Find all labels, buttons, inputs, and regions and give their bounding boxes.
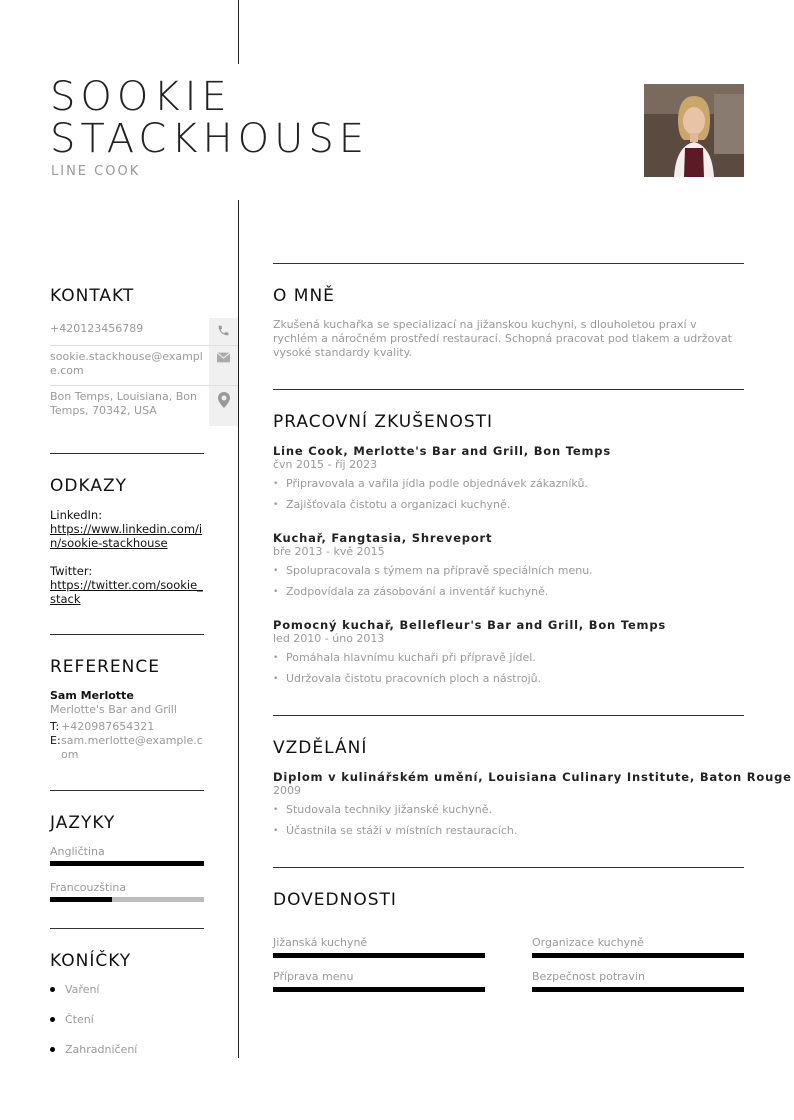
email-label: E: <box>50 734 61 747</box>
divider <box>273 867 744 868</box>
divider <box>50 634 204 635</box>
links-heading: ODKAZY <box>50 476 127 496</box>
job-dates: led 2010 - úno 2013 <box>273 632 385 645</box>
contact-address: Bon Temps, Louisiana, Bon Temps, 70342, USA <box>50 390 197 417</box>
skill-item <box>273 970 485 992</box>
education-bullet: • Účastnila se stáží v místních restauracích. <box>273 824 753 838</box>
phone-icon <box>209 318 238 345</box>
divider <box>50 453 204 454</box>
language-name: Angličtina <box>50 845 105 858</box>
profile-photo <box>644 84 744 177</box>
skill-item <box>532 970 744 992</box>
twitter-link[interactable]: https://twitter.com/sookie_stack <box>50 578 203 606</box>
divider <box>273 715 744 716</box>
envelope-icon <box>209 346 238 385</box>
skill-name: Organizace kuchyně <box>532 936 644 949</box>
skill-level-bar <box>532 953 744 958</box>
skill-level-fill <box>532 953 744 958</box>
divider <box>50 928 204 929</box>
skill-level-fill <box>273 987 485 992</box>
links-list <box>50 508 204 606</box>
job-dates: čvn 2015 - říj 2023 <box>273 458 378 471</box>
contact-phone-row <box>50 318 238 346</box>
job-entry <box>273 444 744 512</box>
top-divider-line <box>238 0 239 64</box>
skill-item <box>273 936 485 958</box>
contact-email[interactable]: sookie.stackhouse@example.com <box>50 350 203 377</box>
job-bullet: • Připravovala a vařila jídla podle objednávek zákazníků. <box>273 477 744 491</box>
phone-label: T: <box>50 720 60 733</box>
skill-level-bar <box>532 987 744 992</box>
job-bullet: • Pomáhala hlavnímu kuchaři při přípravě jídel. <box>273 651 744 665</box>
reference-phone-row <box>50 720 204 734</box>
job-entry <box>273 531 744 599</box>
twitter-label: Twitter: <box>50 564 93 578</box>
languages-list <box>50 845 204 902</box>
job-title: Pomocný kuchař, Bellefleur's Bar and Grill, Bon Temps <box>273 618 667 632</box>
linkedin-link[interactable]: https://www.linkedin.com/in/sookie-stackhouse <box>50 522 203 550</box>
skills-heading: DOVEDNOSTI <box>273 890 397 910</box>
language-name: Francouzština <box>50 881 127 894</box>
hobby-item: Čtení <box>50 1013 94 1026</box>
contact-heading: KONTAKT <box>50 286 135 306</box>
skill-item <box>532 936 744 958</box>
language-level-bar <box>50 897 204 902</box>
candidate-name: SOOKIE STACKHOUSE <box>50 74 370 162</box>
job-bullet: • Zajišťovala čistotu a organizaci kuchyně. <box>273 498 744 512</box>
language-level-fill <box>50 897 112 902</box>
education-heading: VZDĚLÁNÍ <box>273 738 368 758</box>
linkedin-label: LinkedIn: <box>50 508 103 522</box>
hobbies-heading: KONÍČKY <box>50 951 132 971</box>
job-bullet: • Zodpovídala za zásobování a inventář kuchyně. <box>273 585 744 599</box>
reference-email[interactable]: sam.merlotte@example.com <box>61 734 203 761</box>
education-bullet: • Studovala techniky jižanské kuchyně. <box>273 803 753 817</box>
divider <box>273 389 744 390</box>
about-heading: O MNĚ <box>273 286 335 306</box>
skill-name: Příprava menu <box>273 970 354 983</box>
about-text: Zkušená kuchařka se specializací na jižanskou kuchyni, s dlouholetou praxí v rychlém a náročném prostředí restaurací. Schopná pracovat pod tlakem a udržovat vysoké standardy kvality. <box>273 318 732 359</box>
language-level-bar <box>50 861 204 866</box>
map-pin-icon <box>209 386 238 426</box>
job-dates: bře 2013 - kvě 2015 <box>273 545 385 558</box>
column-divider-line <box>238 200 239 1058</box>
reference-email-row <box>50 734 204 762</box>
job-entry <box>273 618 744 686</box>
degree-year: 2009 <box>273 784 301 797</box>
job-title: Kuchař, Fangtasia, Shreveport <box>273 531 493 545</box>
language-level-fill <box>50 861 204 866</box>
reference-name: Sam Merlotte <box>50 689 134 702</box>
skill-level-bar <box>273 953 485 958</box>
job-bullet: • Udržovala čistotu pracovních ploch a nástrojů. <box>273 672 744 686</box>
reference-entry <box>50 689 204 762</box>
hobby-item: Zahradničení <box>50 1043 137 1056</box>
contact-phone[interactable]: +420123456789 <box>50 322 144 335</box>
reference-phone: +420987654321 <box>61 720 155 733</box>
skill-level-fill <box>273 953 485 958</box>
languages-heading: JAZYKY <box>50 813 116 833</box>
job-bullet: • Spolupracovala s týmem na přípravě speciálních menu. <box>273 564 744 578</box>
experience-heading: PRACOVNÍ ZKUŠENOSTI <box>273 412 494 432</box>
divider <box>273 263 744 264</box>
contact-address-row <box>50 386 238 426</box>
education-entry <box>273 770 792 838</box>
skill-name: Jižanská kuchyně <box>273 936 368 949</box>
hobby-item: Vaření <box>50 983 100 996</box>
skill-name: Bezpečnost potravin <box>532 970 645 983</box>
divider <box>50 790 204 791</box>
reference-heading: REFERENCE <box>50 657 160 677</box>
job-title: Line Cook, Merlotte's Bar and Grill, Bon Temps <box>273 444 611 458</box>
reference-company: Merlotte's Bar and Grill <box>50 703 177 716</box>
degree-title: Diplom v kulinářském umění, Louisiana Culinary Institute, Baton Rouge <box>273 770 792 784</box>
skill-level-bar <box>273 987 485 992</box>
job-title: LINE COOK <box>51 164 141 179</box>
contact-email-row <box>50 346 238 386</box>
skill-level-fill <box>532 987 744 992</box>
